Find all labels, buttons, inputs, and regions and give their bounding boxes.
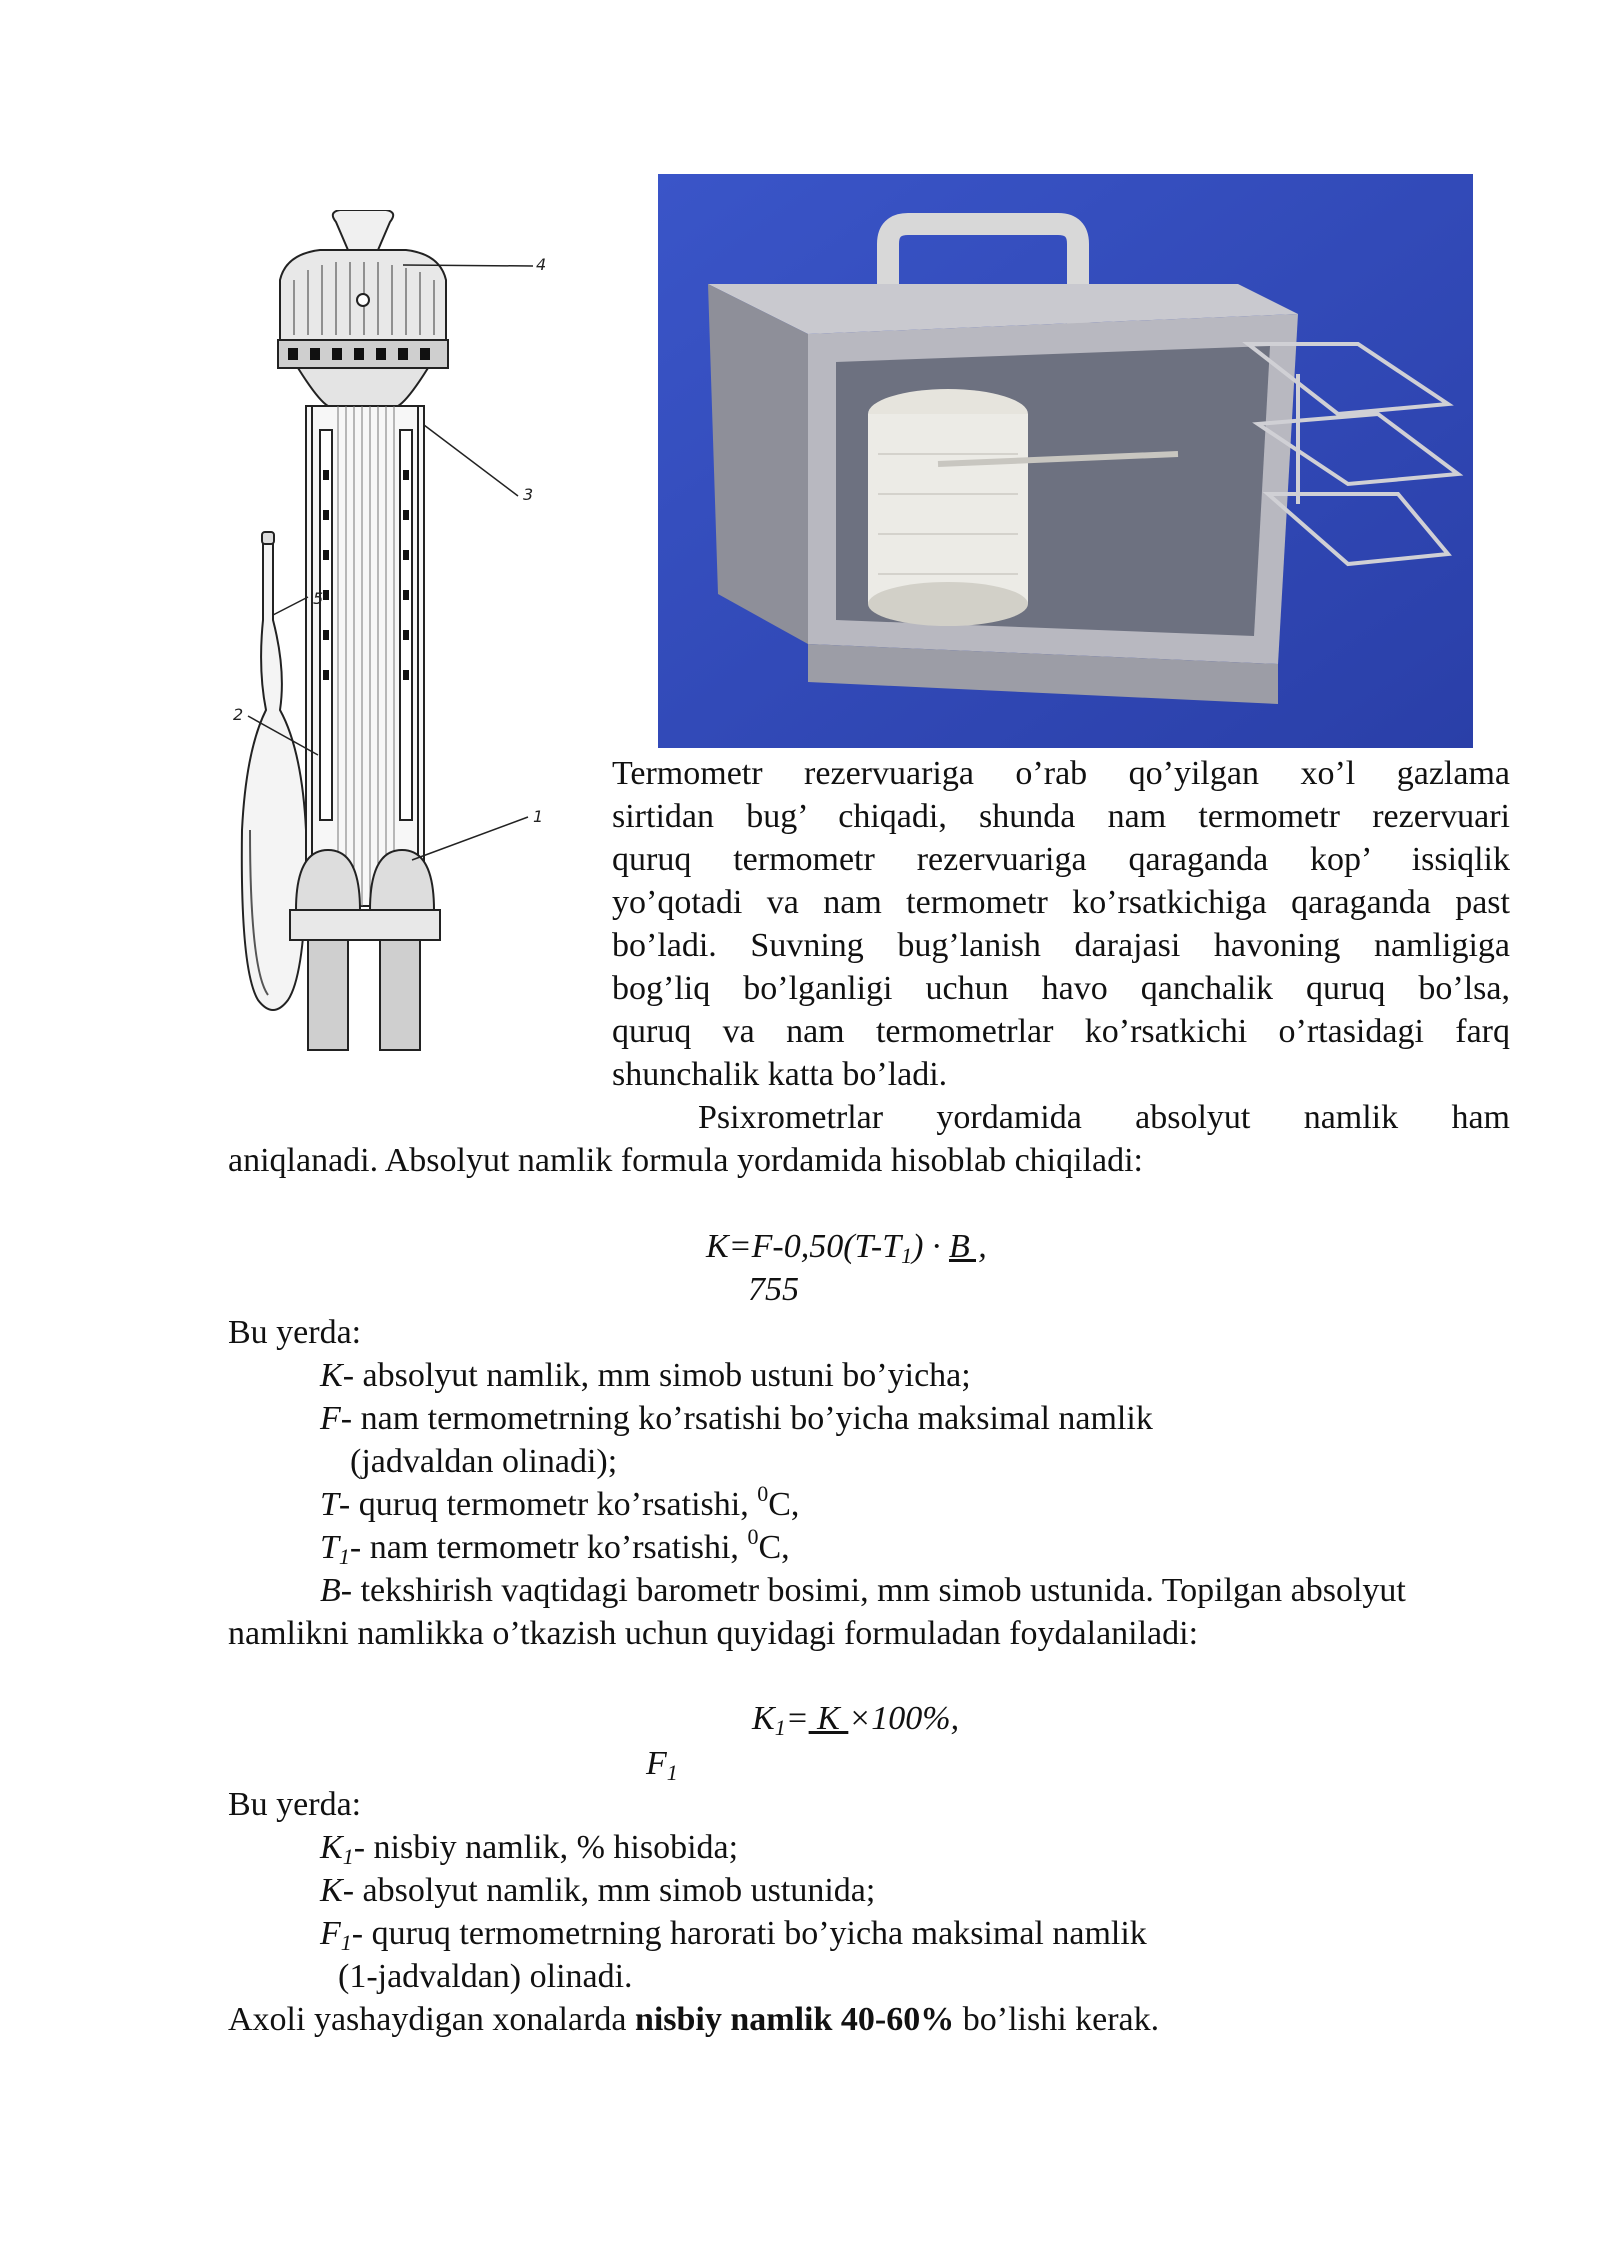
formula2-rest: ×100%,	[848, 1700, 960, 1737]
callout-label-3: 3	[523, 485, 534, 504]
formula2-denominator	[646, 1742, 678, 1785]
paragraph-line: sirtidan bug’ chiqadi, shunda nam termometr rezervuari	[612, 798, 1510, 835]
def-t-text: - quruq termometr ko’rsatishi,	[338, 1486, 758, 1523]
def-b-text: - tekshirish vaqtidagi barometr bosimi, mm simob ustunida. Topilgan absolyut	[340, 1572, 1406, 1609]
paragraph2-line1	[698, 1096, 1510, 1139]
degree-sup: 0	[757, 1481, 769, 1506]
def-k-2-symbol: K	[320, 1872, 343, 1909]
def-k-2	[320, 1869, 875, 1912]
def-t-symbol: T	[320, 1486, 339, 1523]
where-label-1: Bu yerda:	[228, 1314, 362, 1351]
formula1-denominator: 755	[748, 1271, 799, 1308]
def-k-2-text: - absolyut namlik, mm simob ustunida;	[342, 1872, 876, 1909]
def-f1-cont: (1-jadvaldan) olinadi.	[338, 1958, 633, 1995]
paragraph-line: bo’ladi. Suvning bug’lanish darajasi havoning namligiga	[612, 927, 1510, 964]
paragraph-line: shunchalik katta bo’ladi.	[612, 1056, 948, 1093]
callout-label-5: 5	[313, 589, 324, 608]
thermograph-photo	[658, 174, 1473, 748]
unit-c: C,	[768, 1486, 800, 1523]
formula2-den-sub: 1	[666, 1760, 678, 1785]
def-t1-symbol: T	[320, 1529, 339, 1566]
where-label-2: Bu yerda:	[228, 1786, 362, 1823]
callout-label-2: 2	[233, 705, 244, 724]
unit-c: C,	[758, 1529, 790, 1566]
def-f-symbol: F	[320, 1400, 341, 1437]
def-b	[320, 1569, 1406, 1612]
def-b-cont: namlikni namlikka o’tkazish uchun quyidagi formuladan foydalaniladi:	[228, 1615, 1199, 1652]
def-f1-text: - quruq termometrning harorati bo’yicha maksimal namlik	[351, 1915, 1147, 1952]
paragraph-line: quruq va nam termometrlar ko’rsatkichi o’rtasidagi farq	[612, 1013, 1510, 1050]
conclusion-post: bo’lishi kerak.	[954, 2001, 1160, 2038]
paragraph2-line2: aniqlanadi. Absolyut namlik formula yordamida hisoblab chiqiladi:	[228, 1142, 1143, 1179]
paragraph2-line1-text: Psixrometrlar yordamida absolyut namlik ham	[698, 1099, 1510, 1136]
def-k	[320, 1354, 971, 1397]
def-t1	[320, 1526, 790, 1569]
degree-sup: 0	[747, 1524, 759, 1549]
def-t	[320, 1483, 799, 1526]
conclusion-pre: Axoli yashaydigan xonalarda	[228, 2001, 635, 2038]
def-t1-sub: 1	[338, 1544, 350, 1569]
def-k1	[320, 1826, 738, 1869]
def-f-cont: (jadvaldan olinadi);	[350, 1443, 618, 1480]
paragraph-line: quruq termometr rezervuariga qaraganda kop’ issiqlik	[612, 841, 1510, 878]
conclusion-bold: nisbiy namlik 40-60%	[634, 2001, 955, 2038]
paragraph-line: bog’liq bo’lganligi uchun havo qanchalik quruq bo’lsa,	[612, 970, 1510, 1007]
formula-relative-humidity	[752, 1697, 959, 1740]
def-t1-text: - nam termometr ko’rsatishi,	[349, 1529, 748, 1566]
def-k1-symbol: K	[320, 1829, 343, 1866]
formula2-numerator: K	[808, 1700, 849, 1737]
formula-absolute-humidity	[706, 1225, 987, 1268]
def-k1-text: - nisbiy namlik, % hisobida;	[353, 1829, 739, 1866]
def-k1-sub: 1	[342, 1844, 354, 1869]
def-f1-sub: 1	[340, 1930, 352, 1955]
def-f1	[320, 1912, 1147, 1955]
formula2-eq: =	[785, 1700, 809, 1737]
formula1-numerator: B ,	[948, 1228, 987, 1265]
def-f-text: - nam termometrning ko’rsatishi bo’yicha maksimal namlik	[340, 1400, 1153, 1437]
callout-label-4: 4	[536, 255, 547, 274]
paragraph-psychrometer-principle	[612, 752, 1510, 1096]
formula1-rest: ) ·	[912, 1228, 949, 1265]
paragraph-line: yo’qotadi va nam termometr ko’rsatkichiga qaraganda past	[612, 884, 1510, 921]
formula1-sub: 1	[901, 1243, 913, 1268]
formula2-den: F	[646, 1745, 667, 1782]
conclusion	[228, 1998, 1159, 2041]
psychrometer-drawing	[228, 210, 588, 1110]
formula1-lhs: K=F-0,50(T-T	[706, 1228, 902, 1265]
formula2-lhs-sub: 1	[774, 1715, 786, 1740]
paragraph-line: Termometr rezervuariga o’rab qo’yilgan xo’l gazlama	[612, 755, 1510, 792]
callout-label-1: 1	[533, 807, 544, 826]
def-f	[320, 1397, 1153, 1440]
def-f1-symbol: F	[320, 1915, 341, 1952]
def-k-symbol: K	[320, 1357, 343, 1394]
def-k-text: - absolyut namlik, mm simob ustuni bo’yicha;	[342, 1357, 971, 1394]
formula2-lhs: K	[752, 1700, 775, 1737]
def-b-symbol: B	[320, 1572, 341, 1609]
